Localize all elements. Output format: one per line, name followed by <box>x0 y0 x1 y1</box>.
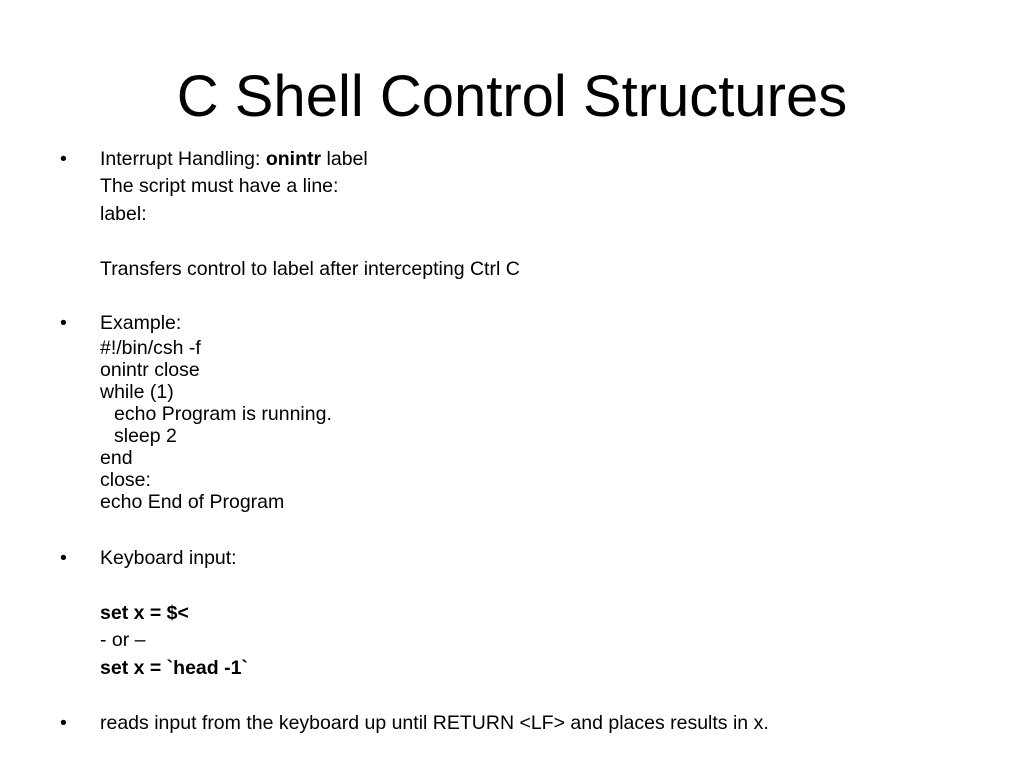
interrupt-line-2: label: <box>100 203 147 225</box>
code-line-1: #!/bin/csh -f <box>100 337 201 359</box>
keyboard-or: - or – <box>100 629 146 651</box>
code-line-8: echo End of Program <box>100 491 285 513</box>
code-line-7: close: <box>100 469 151 491</box>
code-line-4: echo Program is running. <box>114 403 332 425</box>
interrupt-line-1: The script must have a line: <box>100 175 339 197</box>
keyboard-cmd-2: set x = `head -1` <box>100 657 248 679</box>
bullet-marker-keyboard: • <box>60 547 67 569</box>
interrupt-line-3: Transfers control to label after intercepting Ctrl C <box>100 258 520 280</box>
keyboard-cmd-1: set x = $< <box>100 602 189 624</box>
interrupt-prefix: Interrupt Handling: <box>100 148 266 170</box>
interrupt-suffix: label <box>321 148 368 170</box>
interrupt-keyword: onintr <box>265 148 322 170</box>
keyboard-heading: Keyboard input: <box>100 547 237 569</box>
bullet-marker-example: • <box>60 312 67 334</box>
reads-text: reads input from the keyboard up until RETURN <LF> and places results in x. <box>100 712 769 734</box>
code-line-2: onintr close <box>100 359 200 381</box>
code-line-3: while (1) <box>100 381 174 403</box>
interrupt-heading <box>100 148 368 170</box>
code-line-6: end <box>100 447 133 469</box>
bullet-marker-reads: • <box>60 712 67 734</box>
slide-title: C Shell Control Structures <box>176 64 848 129</box>
code-line-5: sleep 2 <box>114 425 177 447</box>
bullet-marker-interrupt: • <box>60 148 67 170</box>
example-heading: Example: <box>100 312 182 334</box>
